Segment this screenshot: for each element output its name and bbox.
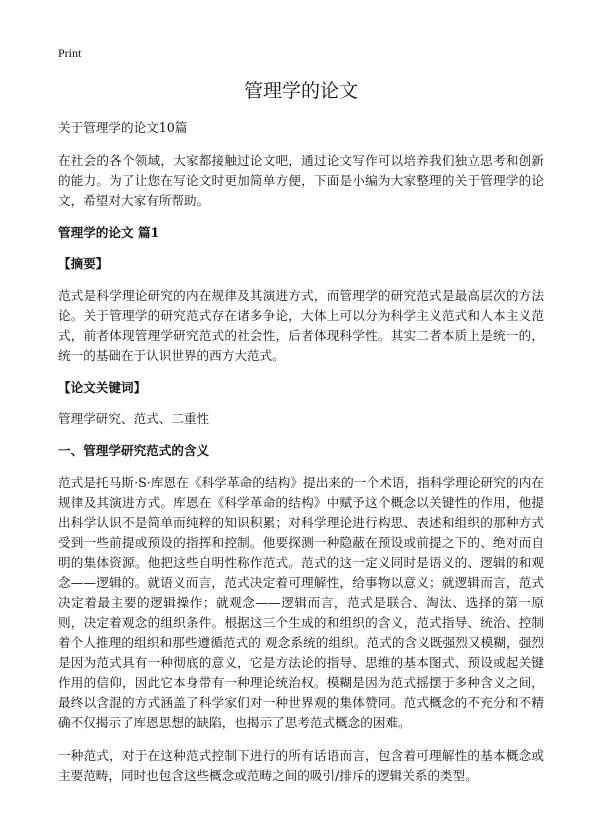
section1-paragraph-2: 一种范式，对于在这种范式控制下进行的所有话语而言，包含着可理解性的基本概念或主要范畴，同时也包含这些概念或范畴之间的吸引/排斥的逻辑关系的类型。 (58, 748, 544, 783)
intro-paragraph: 在社会的各个领域，大家都接触过论文吧，通过论文写作可以培养我们独立思考和创新的能力。为了让您在写论文时更加简单方便，下面是小编为大家整理的关于管理学的论文，希望对大家有所帮助。 (58, 153, 544, 208)
document-subtitle: 关于管理学的论文10篇 (58, 120, 188, 135)
document-page (58, 46, 544, 799)
keywords-heading: 【论文关键词】 (58, 380, 147, 395)
page-title: 管理学的论文 (243, 80, 358, 102)
keywords-text: 管理学研究、范式、二重性 (58, 411, 210, 426)
print-link[interactable]: Print (58, 46, 82, 60)
article-heading: 管理学的论文 篇1 (58, 225, 160, 240)
abstract-paragraph: 范式是科学理论研究的内在规律及其演进方式，而管理学的研究范式是最高层次的方法论。关于管理学的研究范式存在诸多争论，大体上可以分为科学主义范式和人本主义范式，前者体现管理学研究范式的社会性，后者体现科学性。其实二者本质上是统一的，统一的基础在于认识世界的西方大范式。 (58, 288, 544, 363)
section1-paragraph-1: 范式是托马斯·S·库恩在《科学革命的结构》提出来的一个术语，指科学理论研究的内在规律及其演进方式。库恩在《科学革命的结构》中赋予这个概念以关键性的作用，他提出科学认识不是简单而纯粹的知识积累；对科学理论进行构思、表述和组织的那种方式受到一些前提或预设的指挥和控制。他要探测一种隐蔽在预设或前提之下的、绝对而自明的集体资源。他把这些自明性称作范式。范式的这一定义同时是语义的、逻辑的和观念——逻辑的。就语义而言，范式决定着可理解性，给事物以意义；就逻辑而言，范式决定着最主要的逻辑操作；就观念——逻辑而言，范式是联合、淘汰、选择的第一原则，决定着观念的组织条件。根据这三个生成的和组织的含义，范式指导、统治、控制着个人推理的组织和那些遵循范式的 观念系统的组织。范式的含义既强烈又模糊，强烈是因为范式具有一种彻底的意义，它是方法论的指导、思维的基本图式、预设或起关键作用的信仰，因此它本身带有一种理论统治权。模糊是因为范式摇摆于多种含义之间，最终以含混的方式涵盖了科学家们对一种世界观的集体赞同。范式概念的不充分和不精确不仅揭示了库恩思想的缺陷，也揭示了思考范式概念的困难。 (58, 475, 544, 730)
section1-heading: 一、管理学研究范式的含义 (58, 443, 210, 458)
abstract-heading: 【摘要】 (58, 256, 109, 271)
